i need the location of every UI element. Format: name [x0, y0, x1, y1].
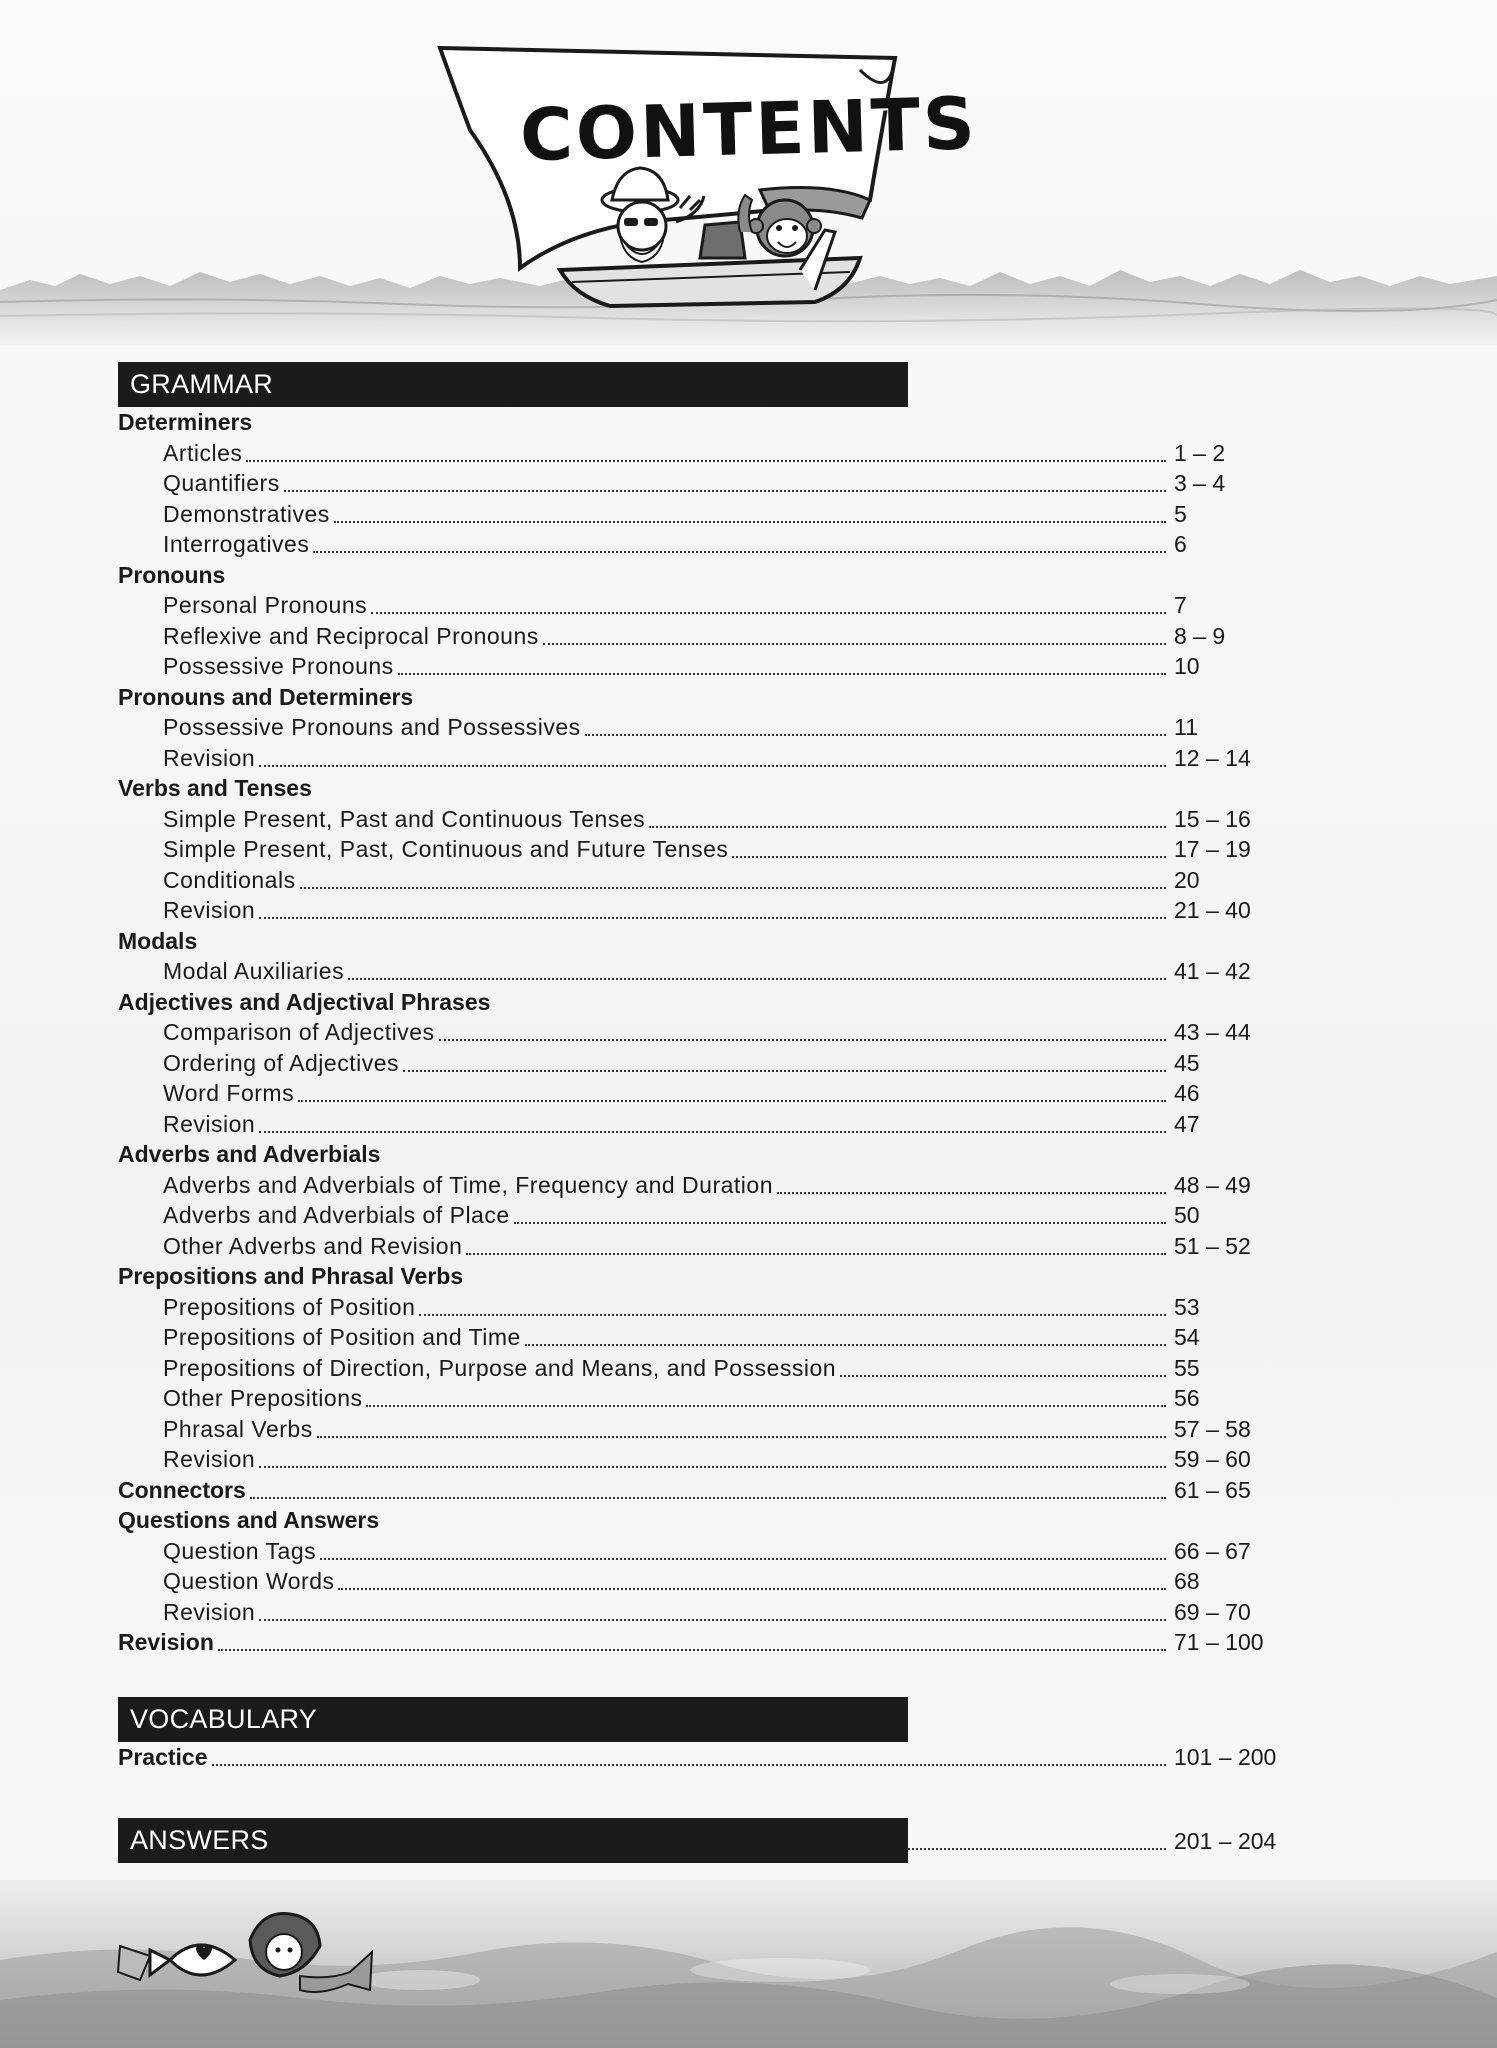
dot-leader	[514, 1222, 1166, 1224]
toc-item-row	[0, 1322, 1497, 1352]
dot-leader	[348, 978, 1166, 980]
toc-category-row	[0, 1505, 1497, 1535]
page-number: 3 – 4	[1174, 470, 1226, 496]
dot-leader	[403, 1070, 1166, 1072]
dot-leader	[212, 1764, 1166, 1766]
dot-leader	[840, 1375, 1166, 1377]
page-title: CONTENTS	[518, 81, 979, 178]
toc-item-label: Revision	[163, 1110, 256, 1137]
page-number: 101 – 200	[1174, 1744, 1277, 1770]
toc-item-label: Reflexive and Reciprocal Pronouns	[163, 622, 539, 649]
toc-item-label: Question Tags	[163, 1537, 317, 1564]
toc-category-label: Verbs and Tenses	[118, 775, 312, 801]
toc-item-label: Demonstratives	[163, 500, 330, 527]
toc-item-row	[0, 1109, 1497, 1139]
dot-leader	[317, 1436, 1166, 1438]
toc-item-label: Other Adverbs and Revision	[163, 1232, 463, 1259]
header-illustration	[0, 0, 1497, 345]
dot-leader	[466, 1253, 1166, 1255]
toc-item-row	[0, 1231, 1497, 1261]
page-number: 5	[1174, 500, 1187, 527]
toc-item-label: Possessive Pronouns	[163, 653, 394, 679]
page-number: 10	[1174, 653, 1200, 679]
toc-item-label: Interrogatives	[163, 531, 310, 557]
toc-item-label: Prepositions of Position and Time	[163, 1324, 521, 1350]
dot-leader	[439, 1039, 1166, 1041]
toc-category-row	[0, 773, 1497, 803]
toc-category-label: Questions and Answers	[118, 1507, 380, 1533]
toc-item-row	[0, 590, 1497, 620]
page-number: 71 – 100	[1174, 1629, 1264, 1655]
footer-illustration	[0, 1880, 1497, 2048]
toc-item-label: Word Forms	[163, 1080, 295, 1106]
page-number: 1 – 2	[1174, 439, 1226, 466]
toc-category-row	[0, 926, 1497, 956]
dot-leader	[218, 1649, 1166, 1651]
toc-item-label: Possessive Pronouns and Possessives	[163, 714, 581, 740]
toc-item-label: Prepositions of Direction, Purpose and Means, and Possession	[163, 1354, 837, 1381]
dot-leader	[908, 1848, 1166, 1850]
dot-leader	[338, 1588, 1166, 1590]
page-number: 7	[1174, 592, 1187, 618]
toc-item-label: Question Words	[163, 1568, 335, 1594]
toc-category-label: Adjectives and Adjectival Phrases	[118, 988, 491, 1015]
toc-item-label: Revision	[163, 744, 256, 771]
toc-item-row	[0, 1566, 1497, 1596]
toc-item-label: Other Prepositions	[163, 1385, 363, 1411]
toc-category-row	[0, 560, 1497, 590]
toc-item-row	[0, 865, 1497, 895]
dot-leader	[543, 643, 1166, 645]
toc-item-row	[0, 956, 1497, 986]
toc-category-row	[0, 682, 1497, 712]
toc-item-row	[0, 1200, 1497, 1230]
toc-item-label: Revision	[163, 1446, 256, 1472]
toc-item-row	[0, 1536, 1497, 1566]
dot-leader	[259, 765, 1166, 767]
toc-item-row	[0, 834, 1497, 864]
dot-leader	[259, 917, 1166, 919]
toc-category-row	[0, 1139, 1497, 1169]
page-number: 17 – 19	[1174, 836, 1251, 862]
toc-category-label: Revision	[118, 1629, 214, 1655]
page-number: 55	[1174, 1354, 1200, 1381]
toc-item-row	[0, 1078, 1497, 1108]
toc-item-row	[0, 621, 1497, 651]
toc-item-label: Simple Present, Past and Continuous Tenses	[163, 805, 646, 832]
page-number: 69 – 70	[1174, 1598, 1251, 1625]
page-number: 12 – 14	[1174, 744, 1251, 771]
dot-leader	[246, 460, 1166, 462]
toc-item-row	[0, 1597, 1497, 1627]
toc-item-label: Revision	[163, 1598, 256, 1625]
dot-leader	[300, 887, 1166, 889]
toc-item-row	[0, 743, 1497, 773]
page-number: 46	[1174, 1080, 1200, 1106]
page-number: 6	[1174, 531, 1187, 557]
dot-leader	[284, 490, 1166, 492]
toc-category-label: Adverbs and Adverbials	[118, 1141, 381, 1167]
toc-item-label: Modal Auxiliaries	[163, 958, 345, 984]
toc-item-row	[0, 712, 1497, 742]
toc-item-label: Revision	[163, 897, 256, 923]
page-number: 56	[1174, 1385, 1200, 1411]
page-number: 41 – 42	[1174, 958, 1251, 984]
page-number: 57 – 58	[1174, 1415, 1251, 1442]
toc-item-label: Articles	[163, 439, 243, 466]
page-number: 50	[1174, 1202, 1200, 1228]
toc-item-row	[0, 895, 1497, 925]
dot-leader	[334, 521, 1166, 523]
toc-item-label: Comparison of Adjectives	[163, 1019, 435, 1045]
toc-item-label: Ordering of Adjectives	[163, 1049, 400, 1076]
toc-category-label: Pronouns	[118, 561, 226, 588]
toc-item-row	[0, 1017, 1497, 1047]
dot-leader	[371, 612, 1166, 614]
dot-leader	[525, 1344, 1166, 1346]
page-number: 61 – 65	[1174, 1476, 1251, 1503]
toc-item-row	[0, 1353, 1497, 1383]
toc-item-label: Prepositions of Position	[163, 1293, 416, 1320]
toc-category-label: Pronouns and Determiners	[118, 683, 414, 710]
page-number: 66 – 67	[1174, 1537, 1251, 1564]
page-number: 48 – 49	[1174, 1171, 1251, 1198]
toc-item-row	[0, 1048, 1497, 1078]
page-number: 68	[1174, 1568, 1200, 1594]
section-page-row	[0, 1826, 1497, 1856]
toc-category-row	[0, 1742, 1497, 1772]
page-number: 15 – 16	[1174, 805, 1251, 832]
dot-leader	[585, 734, 1166, 736]
toc-item-row	[0, 1444, 1497, 1474]
section-heading-answers: ANSWERS	[118, 1818, 908, 1863]
toc-category-row	[0, 1475, 1497, 1505]
dot-leader	[732, 856, 1166, 858]
dot-leader	[259, 1131, 1166, 1133]
toc-category-label: Connectors	[118, 1476, 246, 1503]
toc-item-row	[0, 1383, 1497, 1413]
page-number: 47	[1174, 1110, 1200, 1137]
toc-category-label: Modals	[118, 927, 198, 954]
toc-item-row	[0, 499, 1497, 529]
page-number: 53	[1174, 1293, 1200, 1320]
toc-category-label: Practice	[118, 1744, 208, 1770]
dot-leader	[649, 826, 1166, 828]
toc-item-row	[0, 1414, 1497, 1444]
dot-leader	[366, 1405, 1166, 1407]
section-heading-vocabulary: VOCABULARY	[118, 1697, 908, 1742]
section-heading-grammar: GRAMMAR	[118, 362, 908, 407]
dot-leader	[259, 1466, 1166, 1468]
dot-leader	[320, 1558, 1166, 1560]
toc-category-label: Prepositions and Phrasal Verbs	[118, 1263, 464, 1289]
toc-item-row	[0, 468, 1497, 498]
page-number: 201 – 204	[1174, 1828, 1277, 1854]
toc-item-row	[0, 1292, 1497, 1322]
toc-item-label: Phrasal Verbs	[163, 1415, 313, 1442]
toc-item-row	[0, 438, 1497, 468]
page-number: 45	[1174, 1049, 1200, 1076]
dot-leader	[250, 1497, 1166, 1499]
toc-category-row	[0, 987, 1497, 1017]
dot-leader	[419, 1314, 1166, 1316]
toc-item-label: Conditionals	[163, 866, 296, 893]
page-number: 54	[1174, 1324, 1200, 1350]
toc-item-row	[0, 1170, 1497, 1200]
dot-leader	[313, 551, 1166, 553]
toc-category-row	[0, 1627, 1497, 1657]
page-number: 20	[1174, 866, 1200, 893]
page-number: 43 – 44	[1174, 1019, 1251, 1045]
toc-category-row	[0, 1261, 1497, 1291]
dot-leader	[777, 1192, 1166, 1194]
dot-leader	[298, 1100, 1166, 1102]
page-number: 21 – 40	[1174, 897, 1251, 923]
toc-item-label: Adverbs and Adverbials of Place	[163, 1202, 510, 1228]
toc-category-label: Determiners	[118, 409, 253, 435]
toc-item-row	[0, 804, 1497, 834]
toc-item-label: Simple Present, Past, Continuous and Future Tenses	[163, 836, 729, 862]
page-number: 51 – 52	[1174, 1232, 1251, 1259]
toc-item-label: Personal Pronouns	[163, 592, 368, 618]
dot-leader	[259, 1619, 1166, 1621]
page-number: 59 – 60	[1174, 1446, 1251, 1472]
toc-item-row	[0, 529, 1497, 559]
toc-item-row	[0, 651, 1497, 681]
toc-item-label: Adverbs and Adverbials of Time, Frequency and Duration	[163, 1171, 773, 1198]
toc-item-label: Quantifiers	[163, 470, 280, 496]
dot-leader	[398, 673, 1166, 675]
page-number: 11	[1174, 714, 1198, 740]
page-number: 8 – 9	[1174, 622, 1226, 649]
toc-category-row	[0, 407, 1497, 437]
